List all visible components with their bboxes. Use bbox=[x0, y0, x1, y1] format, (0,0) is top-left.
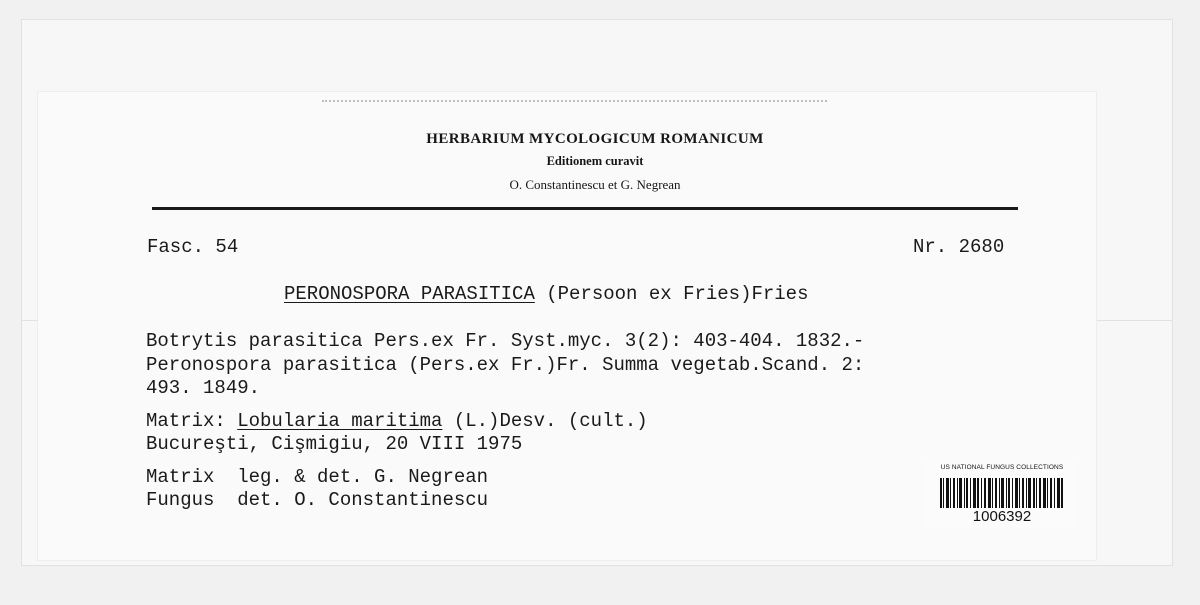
header-rule bbox=[152, 207, 1018, 210]
barcode-header: US NATIONAL FUNGUS COLLECTIONS bbox=[940, 464, 1064, 471]
host-name: Lobularia maritima bbox=[237, 410, 443, 432]
herbarium-editors: O. Constantinescu et G. Negrean bbox=[509, 177, 681, 192]
barcode-label bbox=[926, 458, 1078, 528]
synonymy-line-2: Peronospora parasitica (Pers.ex Fr.)Fr. Summa vegetab.Scand. 2: bbox=[146, 354, 865, 376]
barcode-icon bbox=[940, 478, 1064, 508]
matrix-prefix: Matrix: bbox=[146, 410, 238, 432]
barcode-number: 1006392 bbox=[972, 508, 1032, 525]
matrix-line bbox=[146, 410, 648, 432]
species-name: PERONOSPORA PARASITICA bbox=[284, 283, 535, 305]
collector-line-1: Matrix leg. & det. G. Negrean bbox=[146, 466, 489, 488]
host-authority: (L.)Desv. (cult.) bbox=[442, 410, 648, 432]
specimen-number: Nr. 2680 bbox=[913, 236, 1005, 258]
species-line bbox=[284, 283, 809, 305]
dotted-divider bbox=[322, 100, 827, 102]
fascicle-number: Fasc. 54 bbox=[147, 236, 239, 258]
locality-line: Bucureşti, Cişmigiu, 20 VIII 1975 bbox=[146, 433, 523, 455]
herbarium-subtitle: Editionem curavit bbox=[546, 154, 644, 168]
collector-line-2: Fungus det. O. Constantinescu bbox=[146, 489, 489, 511]
synonymy-line-1: Botrytis parasitica Pers.ex Fr. Syst.myc. 3(2): 403-404. 1832.- bbox=[146, 330, 865, 352]
species-authority: (Persoon ex Fries)Fries bbox=[534, 283, 809, 305]
synonymy-line-3: 493. 1849. bbox=[146, 377, 261, 399]
herbarium-title: HERBARIUM MYCOLOGICUM ROMANICUM bbox=[426, 131, 764, 147]
